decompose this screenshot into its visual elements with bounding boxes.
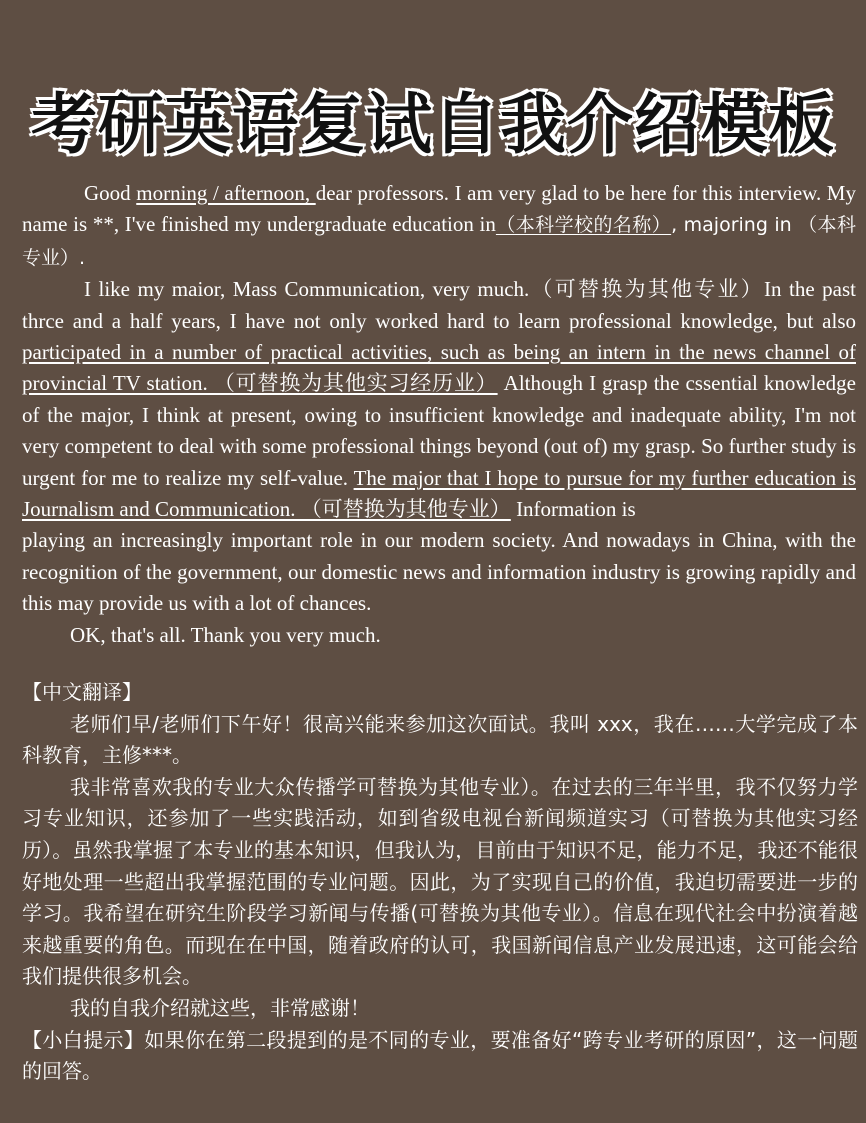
en-p1-underline-school: （本科学校的名称） [495,214,672,237]
english-paragraph-2-continued: playing an increasingly important role in our modern society. And nowadays in China, with the recognition of the government, our domestic news and information industry is growing rapidly and this may provide us with a lot of chances. [22,528,856,616]
chinese-paragraph-2: 我非常喜欢我的专业大众传播学可替换为其他专业）。在过去的三年半里，我不仅努力学习专业知识，还参加了一些实践活动，如到省级电视台新闻频道实习（可替换为其他实习经历）。虽然我掌握了本专业的基本知识，但我认为，目前由于知识不足，能力不足，我还不能很好地处理一些超出我掌握范围的专业问题。因此，为了实现自己的价值，我迫切需要进一步的学习。我希望在研究生阶段学习新闻与传播(可替换为其他专业）。信息在现代社会中扮演着越来越重要的角色。而现在在中国，随着政府的认可，我国新闻信息产业发展迅速，这可能会给我们提供很多机会。 [22,774,858,989]
en-p1-text-a: Good [84,181,137,205]
english-section [22,178,856,651]
chinese-paragraph-1: 老师们早/老师们下午好！很高兴能来参加这次面试。我叫 xxx，我在……大学完成了本科教育，主修***。 [22,711,858,768]
page-title: 考研英语复试自我介绍模板 [31,86,835,163]
en-p2-text-b: Although I grasp the cssential knowledge of the major, I think at present, owing to insufficient knowledge and inadequate ability, I'm not very competent to deal with some professional things beyond (out of) my grasp. So further study is urgent for me to realize my self-value. [22,371,856,490]
beginner-tip: 【小白提示】如果你在第二段提到的是不同的专业，要准备好“跨专业考研的原因”，这一问题的回答。 [22,1027,858,1084]
en-p2-underline-major: The major that I hope to pursue for my further education is Journalism and Communication. （可替换为其他专业） [22,465,856,522]
en-p1-text-c: , majoring in （本科专业）. [22,214,856,269]
en-p2-text-a: I like my maior, Mass Communication, very much.（可替换为其他专业）In the past thrce and a half years, I have not only worked hard to learn professional knowledge, but also [22,277,856,333]
en-p2-text-c: Information is [510,497,636,522]
chinese-section [22,677,858,1088]
en-p2-underline-activities: participated in a number of practical activities, such as being an intern in the news channel of provincial TV station. （可替换为其他实习经历业） [22,340,856,396]
english-paragraph-2 [22,274,856,525]
en-p1-text-b: dear professors. I am very glad to be here for this interview. My name is **, I've finished my undergraduate education in [22,181,856,237]
english-paragraph-3: OK, that's all. Thank you very much. [70,622,381,647]
english-paragraph-1 [22,178,856,274]
en-p1-underline-greeting: morning / afternoon, [136,181,316,205]
chinese-paragraph-3: 我的自我介绍就这些，非常感谢！ [70,995,370,1020]
chinese-translation-header: 【中文翻译】 [22,680,142,704]
